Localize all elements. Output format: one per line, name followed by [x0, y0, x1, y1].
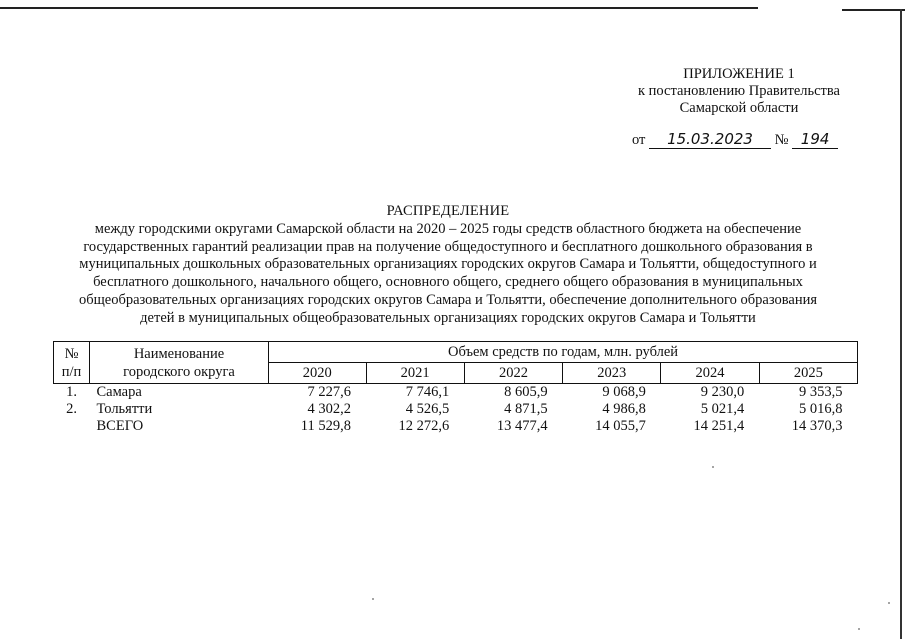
heading-line: государственных гарантий реализации прав на получение общедоступного и бесплатного дошкольного образования в	[83, 238, 813, 255]
value-cell: 13 477,4	[496, 418, 548, 434]
col-header-name-line2: городского округа	[123, 363, 235, 380]
heading-line: между городскими округами Самарской области на 2020 – 2025 годы средств областного бюджета на обеспечение	[94, 220, 802, 237]
year-header: 2025	[759, 363, 857, 384]
scan-speck	[712, 466, 714, 468]
value-cell: 14 370,3	[791, 418, 843, 434]
table-row	[54, 401, 858, 418]
value-cell: 4 526,5	[405, 401, 450, 417]
row-number: 1.	[66, 384, 77, 400]
value-cell: 14 055,7	[595, 418, 646, 434]
heading-line: детей в муниципальных общеобразовательных организациях городских округов Самара и Тольятти	[140, 309, 756, 326]
scan-border-right	[900, 9, 902, 639]
row-name: Самара	[96, 384, 142, 400]
scan-speck	[888, 602, 890, 604]
col-header-name-line1: Наименование	[133, 345, 225, 362]
value-cell: 9 230,0	[700, 384, 745, 400]
row-name: ВСЕГО	[96, 418, 144, 434]
appendix-line-3: Самарской области	[679, 100, 799, 116]
resolution-date: 15.03.2023	[649, 131, 771, 149]
registration-line	[632, 131, 838, 149]
distribution-table	[53, 341, 858, 435]
row-number	[54, 418, 90, 435]
year-header: 2021	[366, 363, 464, 384]
col-header-number-line1: №	[64, 345, 79, 362]
scan-speck	[372, 598, 374, 600]
header-row-1	[54, 342, 858, 363]
year-header: 2020	[269, 363, 367, 384]
row-number: 2.	[66, 401, 77, 417]
table-row-total	[54, 418, 858, 435]
appendix-title: ПРИЛОЖЕНИЕ 1	[683, 66, 795, 82]
col-header-name	[90, 342, 269, 384]
value-cell: 5 016,8	[799, 401, 843, 417]
year-header: 2022	[464, 363, 562, 384]
value-cell: 9 068,9	[602, 384, 646, 400]
value-cell: 9 353,5	[799, 384, 843, 400]
value-cell: 5 021,4	[700, 401, 745, 417]
table-row	[54, 384, 858, 402]
value-cell: 7 227,6	[307, 384, 351, 400]
number-label: №	[774, 132, 789, 148]
scan-border-top-left	[0, 7, 758, 9]
scan-border-top-right	[842, 9, 905, 11]
scan-speck	[858, 628, 860, 630]
year-header: 2024	[661, 363, 759, 384]
heading-line: муниципальных дошкольных образовательных организациях городских округов Самара и Тольятти, общедоступного и	[79, 256, 817, 273]
col-header-number	[54, 342, 90, 384]
resolution-number: 194	[792, 131, 838, 149]
value-cell: 4 986,8	[602, 401, 646, 417]
value-cell: 11 529,8	[300, 418, 351, 434]
value-cell: 7 746,1	[405, 384, 450, 400]
value-cell: 4 302,2	[307, 401, 351, 417]
year-header: 2023	[563, 363, 661, 384]
heading-line: бесплатного дошкольного, начального общего, основного общего, среднего общего образования в муниципальных	[93, 274, 803, 291]
group-header: Объем средств по годам, млн. рублей	[269, 342, 858, 363]
appendix-block	[600, 66, 878, 117]
document-heading	[28, 203, 868, 328]
col-header-number-line2: п/п	[61, 363, 82, 380]
value-cell: 14 251,4	[693, 418, 745, 434]
heading-title: РАСПРЕДЕЛЕНИЕ	[386, 203, 510, 219]
value-cell: 4 871,5	[504, 401, 548, 417]
value-cell: 12 272,6	[398, 418, 450, 434]
heading-line: общеобразовательных организациях городских округов Самара и Тольятти, обеспечение дополнительного образования	[78, 291, 818, 308]
row-name: Тольятти	[96, 401, 153, 417]
from-label: от	[632, 132, 646, 148]
appendix-line-2: к постановлению Правительства	[638, 83, 840, 99]
value-cell: 8 605,9	[504, 384, 548, 400]
